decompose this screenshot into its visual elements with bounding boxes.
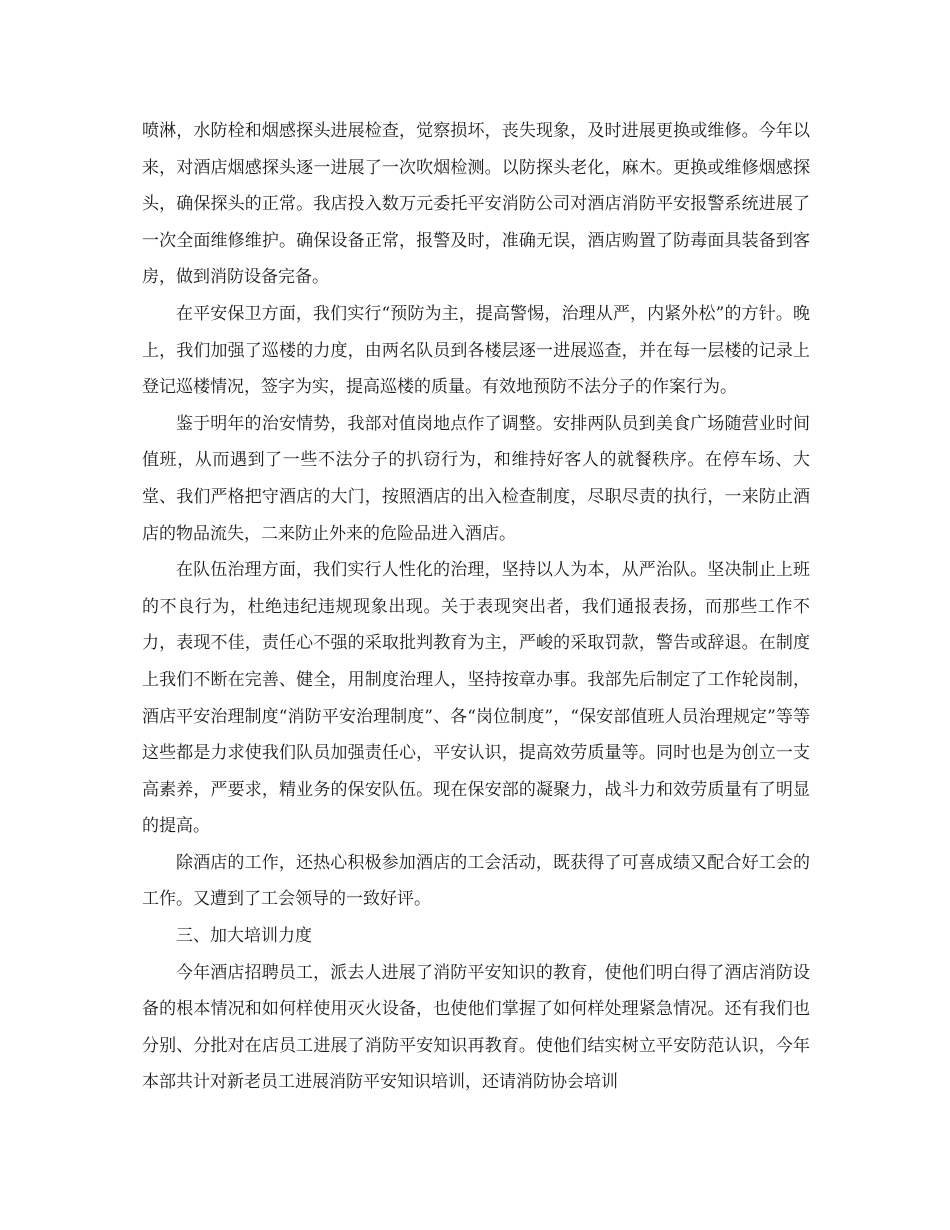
paragraph-team-management: 在队伍治理方面，我们实行人性化的治理，坚持以人为本，从严治队。坚决制止上班的不良行为，杜绝违纪违规现象出现。关于表现突出者，我们通报表扬，而那些工作不力，表现不佳，责任心不强的采取批判教育为主，严峻的采取罚款，警告或辞退。在制度上我们不断在完善、健全，用制度治理人，坚持按章办事。我部先后制定了工作轮岗制，酒店平安治理制度“消防平安治理制度”、各“岗位制度”，“保安部值班人员治理规定”等等这些都是力求使我们队员加强责任心，平安认识，提高效劳质量等。同时也是为创立一支高素养，严要求，精业务的保安队伍。现在保安部的凝聚力，战斗力和效劳质量有了明显的提高。 [142,560,810,837]
paragraph-fire-equipment-maintenance: 喷淋，水防栓和烟感探头进展检查，觉察损坏，丧失现象，及时进展更换或维修。今年以来，对酒店烟感探头逐一进展了一次吹烟检测。以防探头老化，麻木。更换或维修烟感探头，确保探头的正常。我店投入数万元委托平安消防公司对酒店消防平安报警系统进展了一次全面维修维护。确保设备正常，报警及时，准确无误，酒店购置了防毒面具装备到客房，做到消防设备完备。 [142,121,810,288]
paragraph-union-activities: 除酒店的工作，还热心积极参加酒店的工会活动，既获得了可喜成绩又配合好工会的工作。又遭到了工会领导的一致好评。 [142,852,810,910]
paragraph-fire-safety-training: 今年酒店招聘员工，派去人进展了消防平安知识的教育，使他们明白得了酒店消防设备的根本情况和如何样使用灭火设备，也使他们掌握了如何样处理紧急情况。还有我们也分别、分批对在店员工进展了消防平安知识再教育。使他们结实树立平安防范认识，今年本部共计对新老员工进展消防平安知识培训，还请消防协会培训 [142,962,810,1093]
paragraph-post-adjustment: 鉴于明年的治安情势，我部对值岗地点作了调整。安排两队员到美食广场随营业时间值班，从而遇到了一些不法分子的扒窃行为，和维持好客人的就餐秩序。在停车场、大堂、我们严格把守酒店的大门，按照酒店的出入检查制度，尽职尽责的执行，一来防止酒店的物品流失，二来防止外来的危险品进入酒店。 [142,413,810,544]
document-body [142,113,810,1101]
section-heading-training: 三、加大培训力度 [176,926,312,947]
paragraph-security-patrol: 在平安保卫方面，我们实行“预防为主，提高警惕，治理从严，内紧外松”的方针。晚上，我们加强了巡楼的力度，由两名队员到各楼层逐一进展巡查，并在每一层楼的记录上登记巡楼情况，签字为实，提高巡楼的质量。有效地预防不法分子的作案行为。 [142,303,810,398]
